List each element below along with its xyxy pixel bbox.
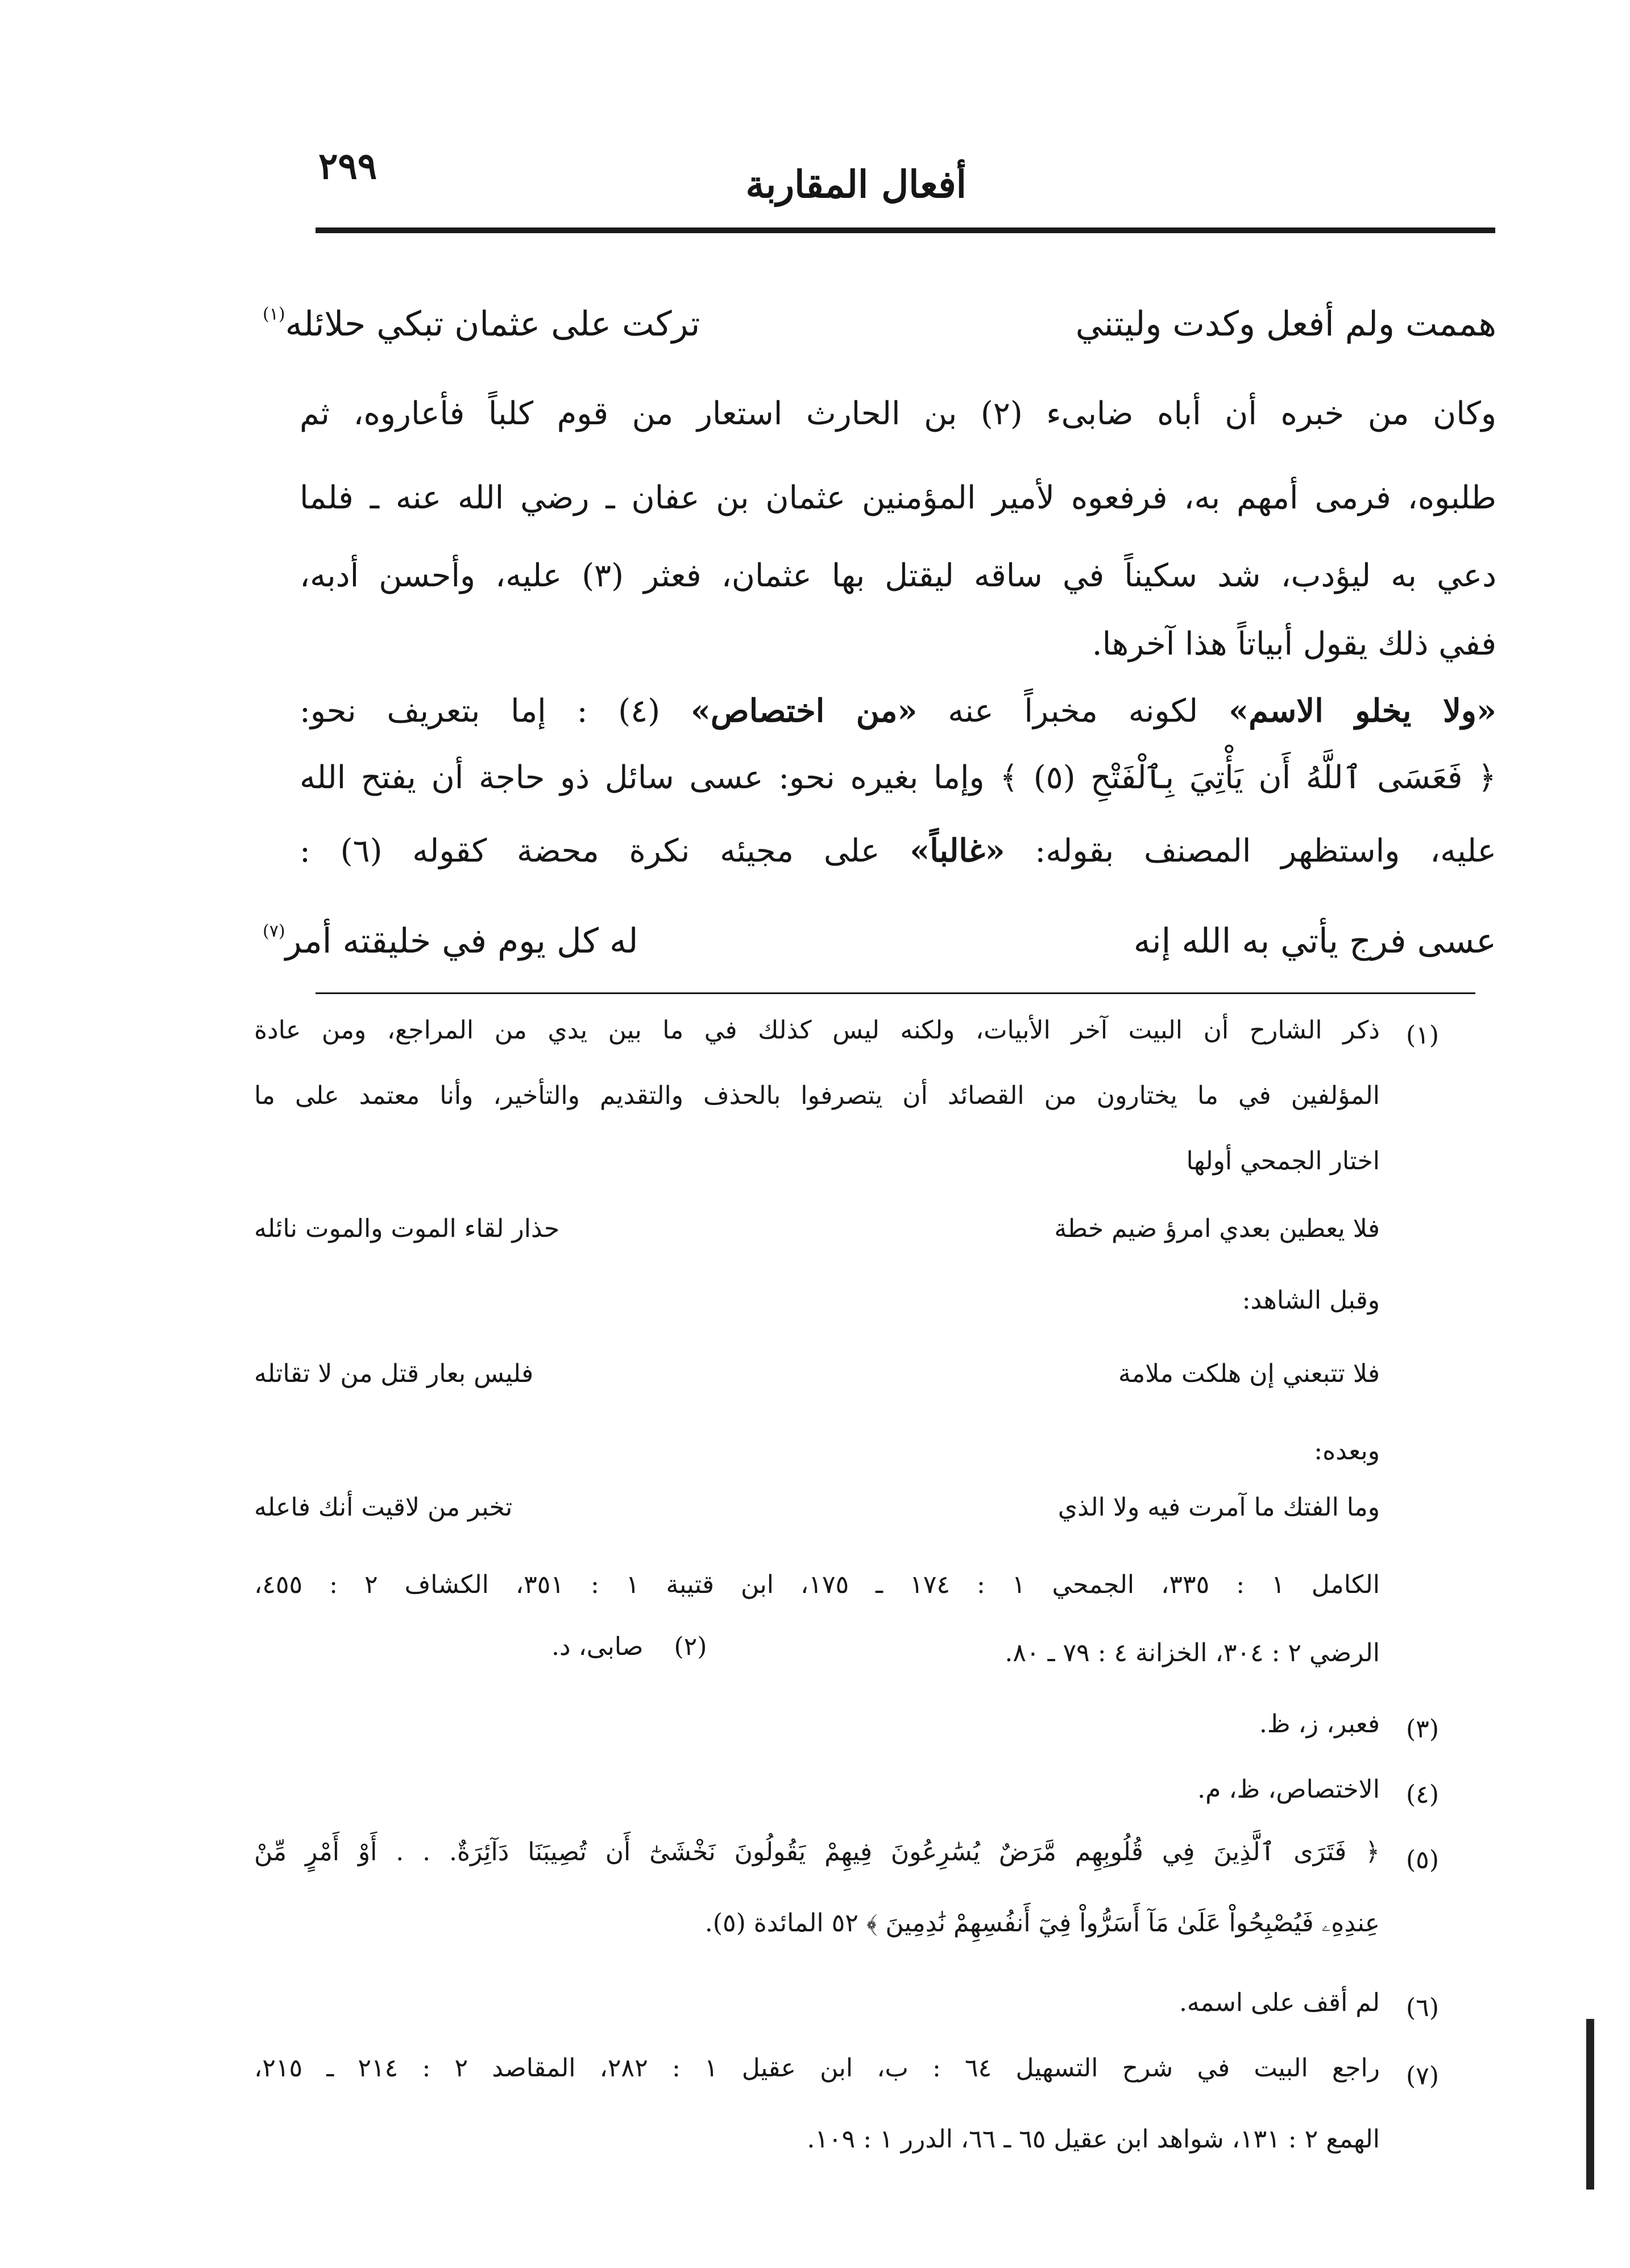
verse-2-hemistich-1: عسى فرج يأتي به الله إنه — [1133, 921, 1496, 961]
verse-1-hemistich-1: هممت ولم أفعل وكدت وليتني — [1075, 304, 1496, 344]
footnote-7-line-2: الهمع ٢ : ١٣١، شواهد ابن عقيل ٦٥ ـ ٦٦، الدرر ١ : ١٠٩. — [807, 2125, 1380, 2154]
running-title: أفعال المقاربة — [745, 162, 967, 206]
footnote-ref-7: (٧) — [263, 921, 285, 941]
footnote-4-text: الاختصاص، ظ، م. — [1197, 1775, 1380, 1804]
paragraph-2-line-2: ﴿ فَعَسَى ٱللَّهُ أَن يَأْتِيَ بِٱلْفَتْحِ (٥) ﴾ وإما بغيره نحو: عسى سائل ذو حاجة أن يفتح الله — [300, 759, 1496, 796]
footnote-ref-1: (١) — [263, 304, 285, 324]
footnote-1-line-1: ذكر الشارح أن البيت آخر الأبيات، ولكنه ليس كذلك في ما بين يدي من المراجع، ومن عادة — [254, 1016, 1380, 1045]
term-ghaliban: «غالباً» — [910, 832, 1005, 870]
footnote-6-text: لم أقف على اسمه. — [1179, 1988, 1380, 2017]
footnote-1-before-label: وقبل الشاهد: — [1242, 1286, 1380, 1315]
footnote-2-text: صابى، د. — [551, 1632, 644, 1661]
footnote-7-line-1: راجع البيت في شرح التسهيل ٦٤ : ب، ابن عقيل ١ : ٢٨٢، المقاصد ٢ : ٢١٤ ـ ٢١٥، — [254, 2054, 1380, 2083]
paragraph-2-line-3: عليه، واستظهر المصنف بقوله: «غالباً» على مجيئه نكرة محضة كقوله (٦) : — [300, 832, 1497, 870]
page-number: ٢٩٩ — [318, 145, 378, 188]
paragraph-1-line-1: وكان من خبره أن أباه ضابىء (٢) بن الحارث استعار من قوم كلباً فأعاروه، ثم — [300, 395, 1497, 432]
footnote-5-line-2: عِندِهِۦ فَيُصْبِحُواْ عَلَىٰ مَآ أَسَرُّواْ فِيٓ أَنفُسِهِمْ نَٰدِمِينَ ﴾ ٥٢ المائدة (٥). — [704, 1909, 1380, 1938]
footnote-6-marker: (٦) — [1406, 1993, 1439, 2022]
footnote-3-marker: (٣) — [1406, 1715, 1439, 1744]
verse-1-hemistich-2: تركت على عثمان تبكي حلائله$^{(١)}$ — [263, 304, 700, 344]
footnote-1-after-label: وبعده: — [1314, 1437, 1380, 1466]
footnote-1-verse-1: فلا يعطين بعدي امرؤ ضيم خطة حذار لقاء الموت والموت نائله — [254, 1214, 1380, 1243]
footnote-2 — [551, 1632, 707, 1661]
footnote-3-text: فعبر، ز، ظ. — [1259, 1710, 1380, 1739]
page-edge-shadow — [1586, 2019, 1594, 2190]
paragraph-1-line-2: طلبوه، فرمى أمهم به، فرفعوه لأمير المؤمنين عثمان بن عفان ـ رضي الله عنه ـ فلما — [300, 479, 1496, 516]
verse-1 — [263, 304, 1496, 344]
term-la-yakhlu: «ولا يخلو الاسم» — [1229, 692, 1496, 730]
footnote-separator — [316, 992, 1475, 994]
footnote-1-verse-3: وما الفتك ما آمرت فيه ولا الذي تخبر من لاقيت أنك فاعله — [254, 1493, 1380, 1522]
header-rule — [316, 227, 1495, 233]
footnote-1-ref-1: الكامل ١ : ٣٣٥، الجمحي ١ : ١٧٤ ـ ١٧٥، ابن قتيبة ١ : ٣٥١، الكشاف ٢ : ٤٥٥، — [254, 1570, 1380, 1599]
verse-2 — [263, 921, 1496, 961]
footnote-2-marker: (٢) — [674, 1632, 707, 1661]
paragraph-1-line-4: ففي ذلك يقول أبياتاً هذا آخرها. — [1092, 626, 1496, 663]
footnote-5-line-1: ﴿ فَتَرَى ٱلَّذِينَ فِي قُلُوبِهِم مَّرَضٌ يُسَٰرِعُونَ فِيهِمْ يَقُولُونَ نَخْشَىٰٓ أَن تُصِيبَنَا دَآئِرَةٌ. . . أَوْ أَمْرٍ مِّنْ — [254, 1837, 1380, 1866]
term-ikhtisas: «من اختصاص» — [690, 692, 918, 730]
footnote-1-line-3: اختار الجمحي أولها — [1186, 1147, 1380, 1176]
footnote-4-marker: (٤) — [1406, 1780, 1439, 1809]
footnote-7-marker: (٧) — [1406, 2062, 1439, 2091]
verse-2-hemistich-2: له كل يوم في خليقته أمر$^{(٧)}$ — [263, 921, 638, 961]
footnote-5-marker: (٥) — [1406, 1845, 1439, 1874]
footnote-1-marker: (١) — [1406, 1021, 1439, 1050]
footnote-1-line-2: المؤلفين في ما يختارون من القصائد أن يتصرفوا بالحذف والتقديم والتأخير، وأنا معتمد على ما — [254, 1081, 1380, 1110]
paragraph-2-line-1: «ولا يخلو الاسم» لكونه مخبراً عنه «من اختصاص» (٤) : إما بتعريف نحو: — [300, 692, 1496, 730]
footnote-1-ref-2: الرضي ٢ : ٣٠٤، الخزانة ٤ : ٧٩ ـ ٨٠. — [1005, 1638, 1380, 1667]
footnote-1-verse-2: فلا تتبعني إن هلكت ملامة فليس بعار قتل من لا تقاتله — [254, 1359, 1380, 1388]
paragraph-1-line-3: دعي به ليؤدب، شد سكيناً في ساقه ليقتل بها عثمان، فعثر (٣) عليه، وأحسن أدبه، — [300, 557, 1497, 594]
